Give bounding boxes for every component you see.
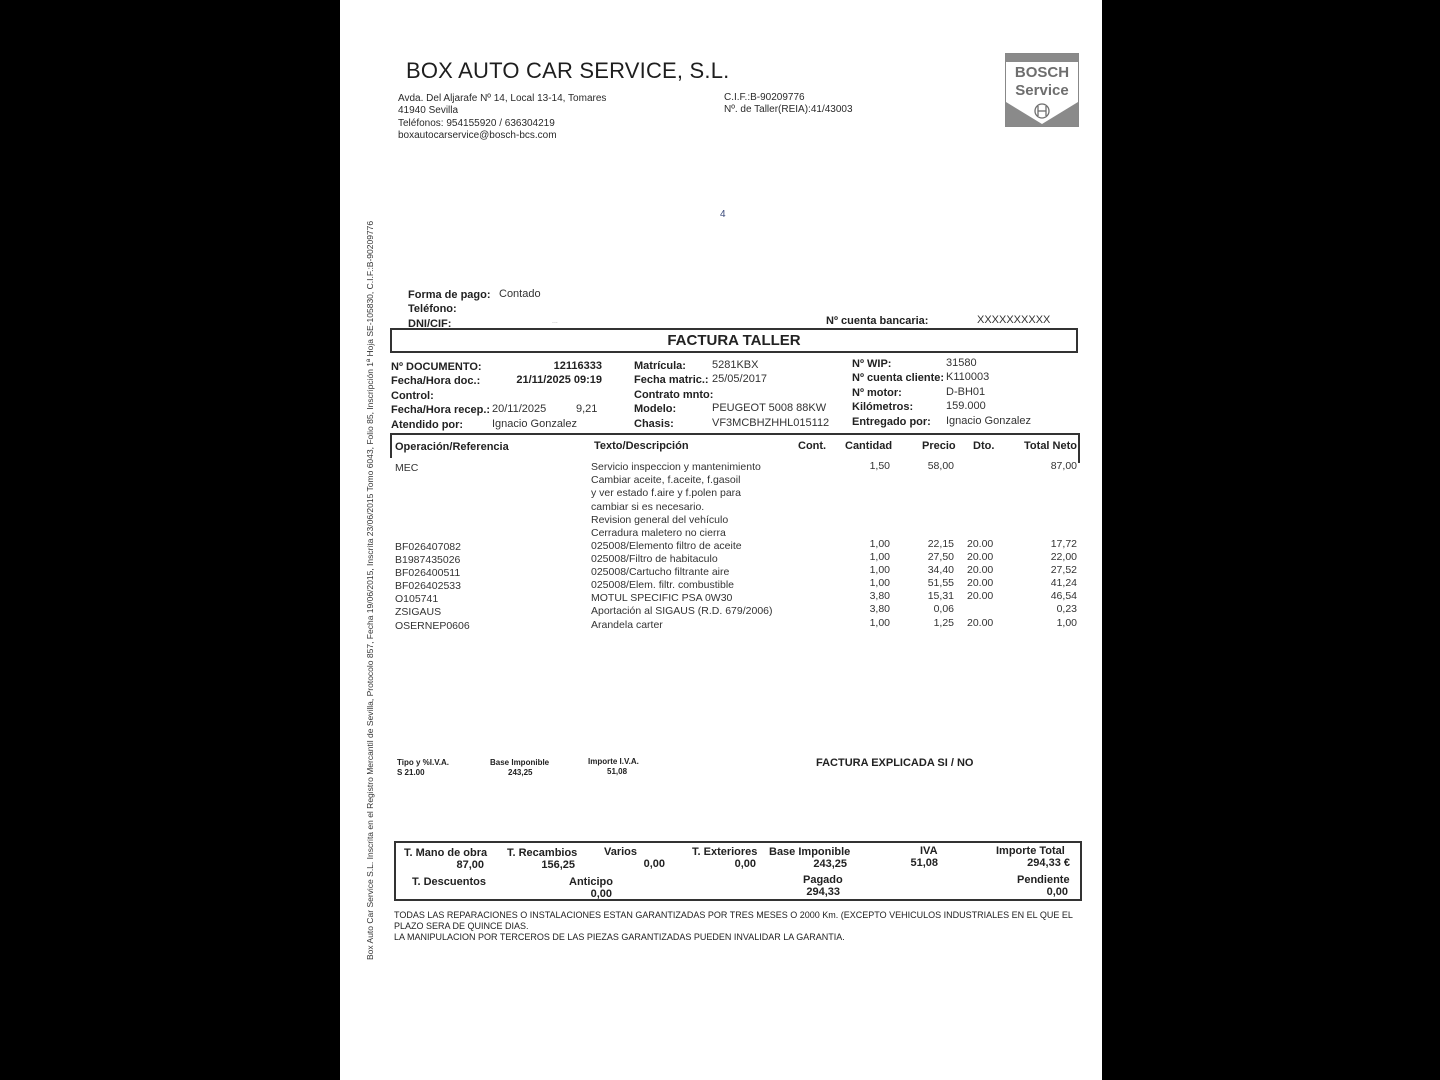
row-total: 46,54: [1050, 590, 1077, 602]
anticipo-label: Anticipo: [569, 876, 613, 888]
row-qty: 1,00: [869, 551, 890, 563]
col-header-cont: Cont.: [798, 440, 827, 452]
table-right-border: [1078, 433, 1080, 463]
anticipo-value: 0,00: [590, 888, 612, 900]
forma-pago-label: Forma de pago:: [408, 289, 491, 301]
forma-pago-value: Contado: [499, 288, 541, 300]
fecha-doc-value: 21/11/2025 09:19: [516, 374, 602, 386]
pagado-value: 294,33: [806, 886, 840, 898]
varios-label: Varios: [604, 846, 638, 858]
row-dto: 20.00: [967, 564, 994, 576]
row-price: 1,25: [933, 617, 954, 629]
row-dto: 20.00: [967, 577, 994, 589]
address-line: Teléfonos: 954155920 / 636304219: [398, 117, 555, 129]
row-total: 22,00: [1050, 551, 1077, 563]
desc-line: Cerradura maletero no cierra: [591, 527, 726, 540]
varios-value: 0,00: [643, 858, 665, 870]
wip-value: 31580: [946, 357, 977, 369]
row-dto: 20.00: [967, 617, 994, 629]
vat-amount-value: 51,08: [607, 767, 628, 776]
logo-text-bosch: BOSCH: [1014, 64, 1070, 81]
row-qty: 1,00: [869, 564, 890, 576]
warranty-notice: [394, 910, 1094, 943]
fecha-recep-value: 20/11/2025: [492, 403, 547, 415]
row-ref: ZSIGAUS: [395, 606, 442, 618]
row-price: 22,15: [927, 538, 954, 550]
fecha-recep-label: Fecha/Hora recep.:: [391, 404, 491, 416]
vat-type-value: S 21.00: [397, 768, 425, 777]
row-price: 51,55: [927, 577, 954, 589]
row-desc: MOTUL SPECIFIC PSA 0W30: [591, 592, 733, 604]
pendiente-label: Pendiente: [1017, 874, 1070, 886]
control-label: Control:: [391, 390, 434, 402]
hora-recep-value: 9,21: [576, 403, 598, 415]
company-name: BOX AUTO CAR SERVICE, S.L.: [406, 58, 730, 83]
row-price: 0,06: [933, 603, 954, 615]
page-marker: 4: [720, 209, 726, 220]
importe-total-value: 294,33 €: [1027, 857, 1070, 869]
row-qty: 1,00: [869, 577, 890, 589]
modelo-label: Modelo:: [634, 403, 677, 415]
col-header-qty: Cantidad: [845, 440, 893, 452]
row-desc: 025008/Elem. filtr. combustible: [591, 579, 734, 591]
documento-value: 12116333: [553, 360, 602, 372]
atendido-value: Ignacio Gonzalez: [492, 418, 577, 430]
company-address: [398, 93, 606, 142]
telefono-label: Teléfono:: [408, 303, 457, 315]
entregado-label: Entregado por:: [852, 416, 931, 428]
atendido-label: Atendido por:: [391, 419, 464, 431]
row-desc: 025008/Filtro de habitaculo: [591, 553, 718, 565]
row-ref: MEC: [395, 462, 419, 474]
wip-label: Nº WIP:: [852, 358, 892, 370]
row-qty: 1,00: [869, 538, 890, 550]
desc-line: Cambiar aceite, f.aceite, f.gasoil: [591, 474, 741, 487]
row-price: 34,40: [927, 564, 954, 576]
motor-label: Nº motor:: [852, 387, 902, 399]
row-ref: OSERNEP0606: [395, 620, 470, 632]
row-desc: [591, 461, 761, 540]
cuenta-bancaria-label: Nº cuenta bancaria:: [826, 315, 929, 327]
fecha-matric-label: Fecha matric.:: [634, 374, 709, 386]
row-desc: 025008/Cartucho filtrante aire: [591, 566, 730, 578]
pagado-label: Pagado: [803, 874, 843, 886]
vat-type-label: Tipo y %I.V.A.: [397, 758, 450, 767]
company-tax-info: [724, 92, 853, 117]
mano-obra-label: T. Mano de obra: [404, 847, 488, 859]
vat-base-label: Base Imponible: [490, 758, 550, 767]
col-header-price: Precio: [922, 440, 956, 452]
kilometros-label: Kilómetros:: [852, 401, 914, 413]
row-dto: 20.00: [967, 590, 994, 602]
pendiente-value: 0,00: [1046, 886, 1068, 898]
matricula-value: 5281KBX: [712, 359, 759, 371]
row-desc: 025008/Elemento filtro de aceite: [591, 540, 742, 552]
row-desc: Aportación al SIGAUS (R.D. 679/2006): [591, 605, 773, 617]
table-top-border: [390, 433, 1080, 435]
chasis-label: Chasis:: [634, 418, 674, 430]
taller-number: Nº. de Taller(REIA):41/43003: [724, 104, 853, 116]
row-qty: 3,80: [869, 590, 890, 602]
warranty-line: TODAS LAS REPARACIONES O INSTALACIONES ESTAN GARANTIZADAS POR TRES MESES O 2000 Km. (EXCEPTO VEHICULOS INDUSTRIALES EN EL QUE EL PLAZO SERA DE QUINCE DIAS.: [394, 910, 1073, 931]
row-price: 15,31: [927, 590, 954, 602]
fecha-doc-label: Fecha/Hora doc.:: [391, 375, 481, 387]
recambios-value: 156,25: [541, 859, 575, 871]
logo-text-service: Service: [1015, 82, 1069, 99]
col-header-ref: Operación/Referencia: [395, 441, 509, 453]
warranty-line: LA MANIPULACION POR TERCEROS DE LAS PIEZAS GARANTIZADAS PUEDEN INVALIDAR LA GARANTIA.: [394, 932, 845, 942]
row-qty: 3,80: [869, 603, 890, 615]
cuenta-cliente-value: K110003: [946, 371, 990, 383]
address-line: 41940 Sevilla: [398, 105, 459, 117]
document-title: FACTURA TALLER: [390, 328, 1078, 353]
cuenta-cliente-label: Nº cuenta cliente:: [852, 372, 945, 384]
desc-line: Servicio inspeccion y mantenimiento: [591, 461, 761, 473]
entregado-value: Ignacio Gonzalez: [946, 415, 1031, 427]
row-dto: 20.00: [967, 551, 994, 563]
iva-label: IVA: [920, 845, 938, 857]
registry-side-text: Box Auto Car Service S.L. Inscrita en el Registro Mercantil de Sevilla, Protocolo 857, Fecha 19/06/2015, Inscrita 23/06/2015 Tomo 6043, Folio 85, Inscripción 1ª Hoja SE-105830, C.I.F.:B-90209776: [365, 220, 375, 960]
fecha-matric-value: 25/05/2017: [712, 373, 768, 385]
row-price: 58,00: [927, 460, 954, 472]
descuentos-label: T. Descuentos: [412, 876, 486, 888]
address-line: Avda. Del Aljarafe Nº 14, Local 13-14, Tomares: [398, 93, 607, 104]
row-total: 0,23: [1056, 603, 1077, 615]
dni-value: ...: [552, 318, 558, 325]
motor-value: D-BH01: [946, 386, 986, 398]
row-price: 27,50: [927, 551, 954, 563]
row-total: 1,00: [1056, 617, 1077, 629]
table-left-border: [390, 433, 392, 458]
bosch-service-logo: [1005, 53, 1079, 127]
row-total: 27,52: [1050, 564, 1077, 576]
invoice-page: [340, 0, 1102, 1080]
base-imponible-label: Base Imponible: [769, 846, 851, 858]
col-header-dto: Dto.: [973, 440, 995, 452]
contrato-label: Contrato mnto:: [634, 389, 714, 401]
iva-value: 51,08: [910, 857, 938, 869]
desc-line: Revision general del vehículo: [591, 513, 729, 526]
cif: C.I.F.:B-90209776: [724, 92, 805, 103]
row-qty: 1,00: [869, 617, 890, 629]
modelo-value: PEUGEOT 5008 88KW: [712, 402, 827, 414]
importe-total-label: Importe Total: [996, 845, 1065, 857]
col-header-total: Total Neto: [1024, 440, 1077, 452]
exteriores-label: T. Exteriores: [692, 846, 758, 858]
address-line: boxautocarservice@bosch-bcs.com: [398, 129, 557, 141]
desc-line: y ver estado f.aire y f.polen para: [591, 487, 741, 500]
cuenta-bancaria-value: XXXXXXXXXX: [977, 314, 1051, 326]
row-ref: BF026402533: [395, 580, 461, 592]
vat-base-value: 243,25: [508, 768, 533, 777]
mano-obra-value: 87,00: [456, 859, 484, 871]
row-ref: BF026400511: [395, 567, 461, 579]
base-imponible-value: 243,25: [813, 858, 847, 870]
row-qty: 1,50: [869, 460, 890, 472]
bosch-armature-icon: [1006, 98, 1078, 126]
row-total: 17,72: [1050, 538, 1077, 550]
factura-explicada: FACTURA EXPLICADA SI / NO: [816, 757, 974, 769]
logo-bar: [1006, 54, 1078, 62]
col-header-desc: Texto/Descripción: [594, 440, 689, 452]
row-ref: B1987435026: [395, 554, 461, 566]
row-ref: O105741: [395, 593, 439, 605]
kilometros-value: 159.000: [946, 400, 986, 412]
documento-label: Nº DOCUMENTO:: [391, 361, 482, 373]
exteriores-value: 0,00: [734, 858, 756, 870]
dni-label: DNI/CIF:: [408, 318, 452, 330]
vat-amount-label: Importe I.V.A.: [588, 757, 639, 766]
row-dto: 20.00: [967, 538, 994, 550]
recambios-label: T. Recambios: [507, 847, 578, 859]
row-total: 41,24: [1050, 577, 1077, 589]
row-desc: Arandela carter: [591, 619, 663, 631]
row-ref: BF026407082: [395, 541, 461, 553]
chasis-value: VF3MCBHZHHL015112: [712, 417, 830, 429]
row-total: 87,00: [1050, 460, 1077, 472]
desc-line: cambiar si es necesario.: [591, 500, 705, 513]
matricula-label: Matrícula:: [634, 360, 686, 372]
